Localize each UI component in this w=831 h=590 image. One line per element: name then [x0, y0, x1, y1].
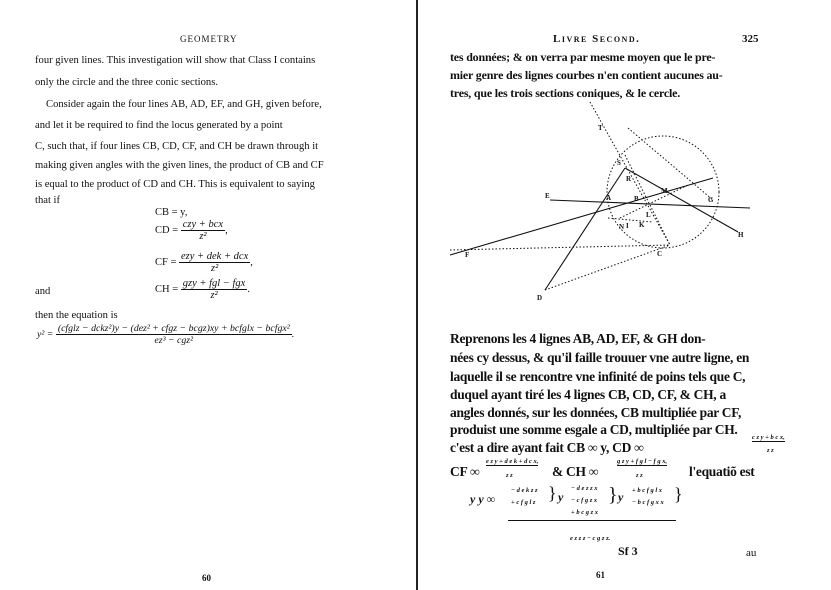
right-running-header: Livre Second.: [553, 33, 641, 45]
catchword: au: [746, 547, 757, 559]
label-E: E: [545, 192, 550, 200]
y-variable: y: [558, 490, 564, 504]
eq-numerator: czy + bcx: [182, 219, 224, 230]
term2-top: − d e z z x: [571, 485, 598, 492]
text-line: tres, que les trois sections coniques, & le cercle.: [450, 86, 681, 100]
term2-middle: − c f g z x: [571, 497, 598, 504]
eq-denominator: z²: [211, 263, 219, 274]
label-H: H: [738, 231, 744, 239]
text-line: laquelle il se rencontre vne infinité de poins tels que C,: [450, 369, 746, 384]
line-ef: [450, 178, 713, 255]
eq-numerator: ezy + dek + dcx: [181, 251, 249, 262]
page-number: 61: [596, 570, 605, 580]
text-line: c'est a dire ayant fait CB ∞ y, CD ∞: [450, 440, 644, 455]
eq-numerator: (cfglz − dckz²)y − (dez² + cfgz − bcgz)xy + bcfglx − bcfgx²: [57, 323, 290, 334]
y-variable: y: [618, 490, 624, 504]
dotted-line: [628, 128, 713, 200]
brace: }: [608, 484, 618, 506]
label-F: F: [465, 251, 470, 259]
dotted-line: [545, 245, 670, 290]
eq-denominator: ez³ − cgz²: [154, 335, 194, 346]
brace: }: [548, 483, 557, 503]
label-T: T: [598, 124, 603, 132]
text-line: and let it be required to find the locus generated by a point: [35, 120, 283, 131]
text-line: tes données; & on verra par mesme moyen que le pre-: [450, 50, 716, 64]
eq-denominator: z²: [210, 290, 218, 301]
right-header-number: 325: [742, 33, 759, 45]
text-line: nées cy dessus, & qu'il faille trouuer vne autre ligne, en: [450, 350, 750, 365]
cf-denominator: z z: [506, 472, 513, 479]
cf-numerator: e z y + d e k + d c x,: [486, 458, 539, 465]
eq-lhs: CF =: [155, 256, 177, 268]
text-line: only the circle and the three conic sections.: [35, 77, 218, 88]
label-S: S: [617, 159, 621, 167]
label-B: B: [634, 195, 639, 203]
ch-denominator: z z: [636, 472, 643, 479]
text-line: then the equation is: [35, 310, 118, 321]
label-C: C: [657, 250, 663, 258]
fraction-bar: [508, 520, 676, 521]
label-A: A: [606, 194, 612, 202]
term1-top: − d e k z z: [511, 487, 538, 494]
text-line: Reprenons les 4 lignes AB, AD, EF, & GH don-: [450, 331, 706, 346]
term1-bottom: + c f g l z: [511, 499, 536, 506]
left-running-header: GEOMETRY: [180, 34, 238, 44]
label-D: D: [537, 294, 543, 302]
signature-mark: Sf 3: [618, 544, 638, 558]
text-line: angles donnés, sur les données, CB multipliée par CF,: [450, 405, 742, 420]
term3-bottom: − b c f g x x: [632, 499, 664, 506]
term3-top: + b c f g l x: [632, 487, 663, 494]
equation-suffix: l'equatiõ est: [689, 464, 755, 479]
label-L: L: [646, 211, 651, 219]
text-line: mier genre des lignes courbes n'en contient aucunes au-: [450, 68, 723, 82]
text-line: duquel ayant tiré les 4 lignes CB, CD, CF, & CH, a: [450, 387, 726, 402]
line-ad: [545, 168, 625, 290]
equation-ch: CH = $\frac{\text{gzy + fgl − fgx}}{\text{z²}}$ .: [155, 278, 250, 301]
eq-denominator: z²: [199, 231, 207, 242]
equation-cd: CD = $\frac{\text{czy + bcx}}{\text{z²}}$ ,: [155, 219, 228, 242]
ch-label: & CH ∞: [552, 464, 599, 479]
cf-lhs: CF ∞: [450, 464, 480, 479]
label-G: G: [708, 196, 714, 204]
equation-denominator: e z z z − c g z z.: [570, 535, 611, 542]
line-ab: [550, 200, 750, 208]
geometry-figure: [420, 0, 831, 330]
term2-bottom: + b c g z x: [571, 509, 598, 516]
text-line: that if: [35, 195, 61, 206]
left-page: [0, 0, 414, 590]
ch-numerator: g z y + f g l − f g x,: [617, 458, 668, 465]
eq-lhs: y² =: [37, 328, 54, 340]
dotted-line: [620, 185, 688, 218]
brace: }: [674, 484, 683, 504]
gutter-divider: [416, 0, 418, 590]
label-M: M: [661, 187, 668, 195]
label-R: R: [626, 175, 632, 183]
text-line: making given angles with the given lines, the product of CB and CF: [35, 160, 324, 171]
eq-lhs: CH =: [155, 283, 179, 295]
text-line: produist une somme esgale a CD, multipliée par CH.: [450, 422, 738, 437]
equation-final: y² = $\frac{\text{(cfglz − dckz²)y − (dez² + cfgz − bcgz)xy + bcfglx − bcfgx²}}{\text{ez³ − cgz²}}$ .: [37, 323, 295, 346]
text-line: four given lines. This investigation will show that Class I contains: [35, 55, 316, 66]
eq-lhs: CD =: [155, 224, 179, 236]
right-page: [420, 0, 831, 590]
text-line: is equal to the product of CD and CH. This is equivalent to saying: [35, 179, 315, 190]
eq-numerator: gzy + fgl − fgx: [182, 278, 246, 289]
label-N: N: [619, 223, 625, 231]
page-number: 60: [202, 573, 211, 583]
and-label: and: [35, 286, 51, 297]
cd-numerator: c z y + b c x,: [752, 434, 785, 441]
label-I: I: [626, 222, 629, 230]
label-K: K: [639, 221, 645, 229]
cd-denominator: z z: [767, 447, 774, 454]
equation-cf: CF = $\frac{\text{ezy + dek + dcx}}{\text{z²}}$ ,: [155, 251, 253, 274]
yy-lhs: y y ∞: [470, 492, 496, 506]
text-line: Consider again the four lines AB, AD, EF, and GH, given before,: [46, 99, 322, 110]
text-line: C, such that, if four lines CB, CD, CF, and CH be drawn through it: [35, 141, 319, 152]
equation-cb: CB = y,: [155, 207, 188, 218]
dotted-line: [625, 155, 670, 245]
